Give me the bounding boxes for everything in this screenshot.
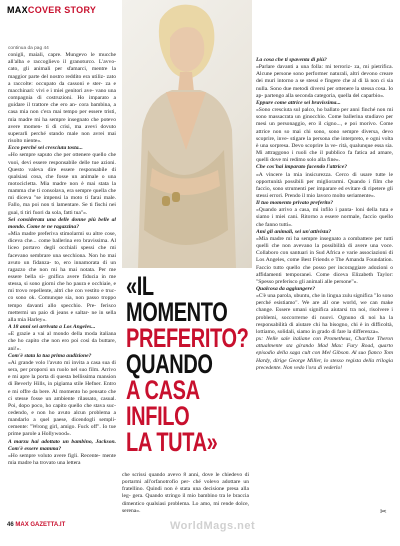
- closing-note: px: Nelle sale italiane con Prometheus, Charlize Theron attualmente sta girando Mad Max: Fury Road, quarto episodio della saga cult con Mel Gibson. Al suo fianco Tom Hardy, dirige George Miller, lo stesso regista della trilogia precedente. Non vedo l'ora di vederlo!: [256, 336, 393, 371]
- pull-quote-line-3: QUANDO: [126, 349, 213, 379]
- question: Sei considerata una delle donne più belle al mondo. Come te ne ragazzina?: [8, 216, 116, 230]
- paragraph: «Quando arrivo a casa, mi infilo i panta- loni della tuta e siamo i miei cani. Ritorno a essere normale, faccio quello che fanno tutti».: [256, 207, 393, 228]
- question: Qualcosa da aggiungere?: [256, 286, 316, 292]
- paragraph: «C'è una parola, ubuntu, che in lingua zulu significa "Io sono perché esistiamo". We are all one world, we can make change. Essere umani significa aiutarsi tra noi, risolvere i problemi, soccorrerne di nuovi. Ognuno di noi ha la responsabilità di aiutare chi ha bisogno, chi è in difficoltà, lottiamo, solidali, siamo in grado di fare la differenza».: [256, 293, 393, 335]
- watermark: WorldMags.net: [170, 520, 256, 532]
- paragraph: «Mia madre mi ha sempre insegnato a combattere per tutti quelli che non avevano la possibilità di avere una voce. Collaboro con santuari in Sud Africa e varie associazioni di Los Angeles, come Best Friends e The Amanda Foundation. Faccio tutto quello che posso per incoraggiare adozioni o affidamenti temporanei. Come diceva Elizabeth Taylor: "Spesso preferisco gli animali alle persone"».: [256, 235, 393, 285]
- question: Com'è stata la tua prima audizione?: [8, 352, 92, 359]
- question: La cosa che ti spaventa di più?: [256, 57, 327, 63]
- question: Il tuo momento privato preferito?: [256, 200, 334, 207]
- paragraph: «Sono cresciuta sul palco, ho ballato per anni finché non mi sono massacrata un ginocchio. Come ballerina studiavo per mesi un personaggio, ero il cigno..., e poi morivo. Come attrice non so mai chi sono, sono sempre diversa, devo scoprire, inve- stigare la persona che interpreto, e ogni volta è una sorpresa. Devo scoprire la ve- rità, qualunque essa sia. Mi attraggono i ruoli che il pubblico fa fatica ad amare, quelli dove mi redimo solo alla fine».: [256, 107, 393, 164]
- cover-photo: [122, 0, 252, 268]
- paragraph: che scrissi quando avevo 8 anni, dove le chiedevo di portarmi all'orfanotrofio per- ché volevo adottare un fratellino. Quindi non è stata una decisione presa alla leg- gera. Quando stringo il mio bambino tra le braccia dimentico qualsiasi problema. Lo amo, mi rende dolce, serena».: [122, 472, 249, 514]
- paragraph: «Parlare davanti a una folla: mi terroriz- za, mi pietrifica. Alcune persone sono performer naturali, altri devono creare dei muri intorno a se stessi e fingere che al di là non ci sia nulla. Sono due metodi diversi per ottenere la stessa cosa. Io ap- partengo alla seconda categoria, quella del caparbio».: [256, 64, 393, 99]
- paragraph: «Ho sempre voluto avere figli. Recente- mente mia madre ha trovato una lettera: [8, 452, 116, 467]
- article-column-3: [256, 57, 393, 515]
- paragraph: «Ho sempre saputo che per ottenere quello che vuoi, devi essere responsabile delle tue azioni. Questo valeva dire essere responsabile di qualsiasi cosa, che fosse un animale o una motocicletta. Mia madre non è mai stata la mamma che ti consolava, era sempre quella che mi diceva "se impensi la moto ti farai male. Fallo, ma poi non ti lamentare. Se ti fischi nei guai, ti tiri fuori da sola, fatti tua"».: [8, 152, 116, 216]
- pull-quote-line-5: LA TUTA»: [126, 427, 218, 457]
- paragraph: «A vincere la mia insicurezza. Cerco di usare tutte le opportunità possibili per migliorarmi. Quando i film che faccio, sono strumenti per imparare ed evitare di ripetere gli stessi errori. Prendo il mio lavoro molto seriamente».: [256, 171, 393, 199]
- paragraph: «Ai grande volo l'avuto mi invita a casa sua di sera, per proporsi un ruolo nel suo film. Arrivo e mi apre la porta di questa bellissima mansion di Beverly Hills, in pigiama stile Hefner. Entro e mi offre da bere. Al momento ho pensato che ci stesse fosse un ambiente rilassato, casual. Poi, dopo poco, ho capito quello che stava suc- cedendo, e non ho avuto alcun problema a mandarlo a quel paese, dicendogli sempli- cemente: "Wrong girl, amigo. Fuck off". Io tue prime parole a Hollywood».: [8, 359, 116, 438]
- end-mark-icon: ✂: [380, 507, 387, 516]
- magazine-name: MAX GAZETTA.IT: [15, 522, 66, 528]
- paragraph: «E grazie a vai al mondo della moda italiana che ho capito che non ero poi così da buttare, ani!».: [8, 331, 116, 352]
- pull-quote: [126, 271, 249, 457]
- page-number: 46: [7, 522, 14, 528]
- paragraph: «Mia madre preferiva stimolarmi su altre cose, diceva che... come ballerina ero bravissima. Al liceo portavo degli occhiali spessi che mi facevano sembrare una secchiona. Non ho mai avuto un fidanza- to, ero innamorata di un ragazzo che non mi ha mai notata. Per me essere bella si- gnifica avere fiducia in me stessa, si sono giorni che ho paura e occhiaie, e mi trovo repellente, altri che con vestito e truc- co sono ok. Comunque sia, non passo troppo tempo davanti allo specchio. Pre- ferisco mettermi un paio di jeans e saltar- ne in sella alla mia Harley».: [8, 231, 116, 323]
- question: Eppure come attrice sei bravissima...: [256, 99, 341, 106]
- article-column-2: [122, 472, 249, 516]
- question: Ecco perché sei cresciuta tosta...: [8, 145, 83, 152]
- question: Ami gli animali, sei un'attivista?: [256, 228, 332, 235]
- question: A marzu hai adottato un bambino, Jackson. Com'è essere mamma?: [8, 438, 116, 452]
- section-label: COVER STORY: [27, 5, 97, 15]
- article-column-1: [8, 45, 116, 515]
- section-header: [7, 5, 96, 15]
- brand-label: MAX: [7, 5, 28, 15]
- page-footer: [7, 522, 65, 528]
- question: Che cos'hai imparato facendo l'attrice?: [256, 164, 348, 171]
- pull-quote-line-2: PREFERITO?: [126, 323, 249, 353]
- portrait-illustration: [122, 0, 252, 268]
- pull-quote-line-4: A CASA INFILO: [126, 375, 199, 431]
- paragraph: conigli, maiali, capre. Mungevo le mucche all'alba e raccoglievo il granoturco. L'avvo- cato, gli animali per sfamarci, mentre la maggior parte del nostro reddito era utiliz- zato a raccolte: occupato da cassoni e ster- za e macchinari: vivi e i miei genitori ave- vano una compagnia di costruzioni. Ho imparato a guidare il trattore che ero an- cora bambina, a casa mia non c'era mai tempo per essere tristi, mia madre mi ha sempre insegnato che potevo avere momen- ti di crisi, ma avevi dovuto superarli perché stando male non avrei mai risolto niente».: [8, 52, 116, 145]
- question: A 18 anni sei arrivata a Los Angeles...: [8, 324, 96, 331]
- pull-quote-line-1: «IL MOMENTO: [126, 271, 228, 327]
- continued-note: continua da pag 44: [8, 46, 49, 51]
